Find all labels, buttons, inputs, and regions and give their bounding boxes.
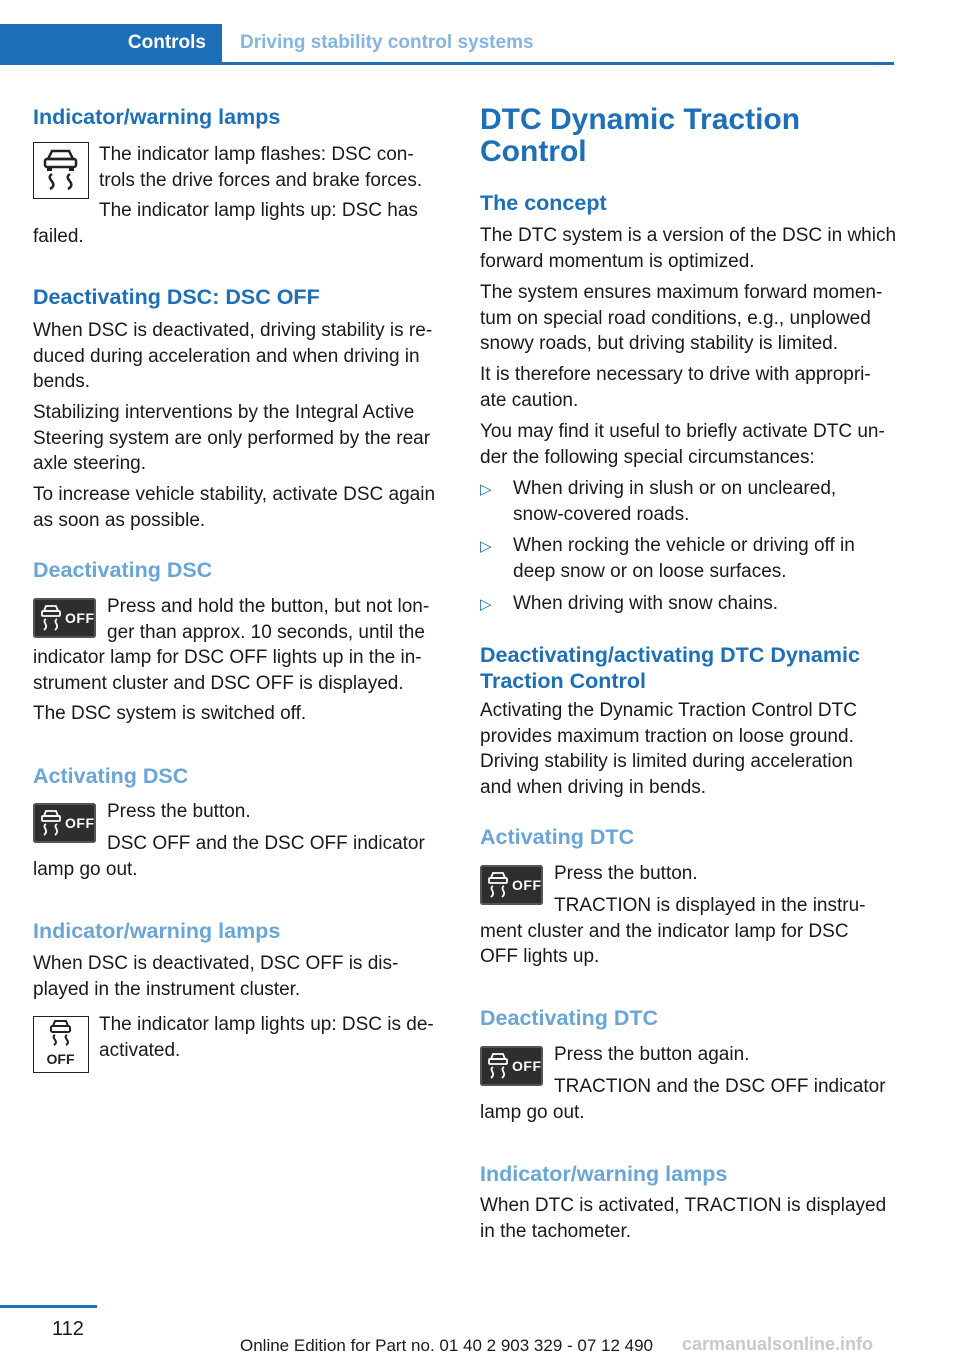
page-header bbox=[0, 24, 894, 65]
list-item bbox=[480, 591, 900, 617]
off-label: OFF bbox=[65, 815, 95, 831]
indicator-flash-text bbox=[33, 142, 451, 193]
heading-indicator-warning-lamps: Indicator/warning lamps bbox=[33, 105, 281, 129]
text-line: The indicator lamp lights up: DSC has bbox=[99, 200, 418, 221]
text-line: OFF lights up. bbox=[480, 946, 600, 967]
concept-paragraph-3 bbox=[480, 362, 900, 413]
text-line: der the following special circumstances: bbox=[480, 446, 815, 468]
heading-line: Control bbox=[480, 135, 587, 168]
list-item bbox=[480, 533, 900, 585]
off-label: OFF bbox=[65, 610, 95, 626]
chapter-title: Driving stability control systems bbox=[240, 32, 534, 53]
text-line: TRACTION and the DSC OFF indicator bbox=[554, 1076, 886, 1097]
text-line: deep snow or on loose surfaces. bbox=[513, 560, 787, 582]
text-line: failed. bbox=[33, 225, 84, 247]
heading-deactivating-dsc-off: Deactivating DSC: DSC OFF bbox=[33, 285, 320, 309]
heading-line: DTC Dynamic Traction bbox=[480, 103, 801, 136]
heading-activating-dsc: Activating DSC bbox=[33, 764, 189, 788]
text-line: provides maximum traction on loose ground. bbox=[480, 725, 854, 747]
text-line: When rocking the vehicle or driving off in bbox=[513, 535, 855, 556]
text-line: lamp go out. bbox=[33, 858, 138, 880]
text-line: The indicator lamp lights up: DSC is de- bbox=[99, 1014, 434, 1035]
activating-dtc-result-text bbox=[480, 893, 900, 970]
text-line: and when driving in bends. bbox=[480, 776, 707, 798]
list-item bbox=[480, 476, 900, 528]
deactivating-activating-dtc-paragraph bbox=[480, 698, 900, 800]
text-line: strument cluster and DSC OFF is displayed. bbox=[33, 672, 404, 694]
heading-the-concept: The concept bbox=[480, 191, 607, 215]
text-line: indicator lamp for DSC OFF lights up in the in- bbox=[33, 647, 422, 668]
heading-line: Traction Control bbox=[480, 669, 647, 693]
heading-indicator-warning-lamps-2: Indicator/warning lamps bbox=[33, 919, 281, 943]
edition-note: Online Edition for Part no. 01 40 2 903 329 - 07 12 490 bbox=[240, 1336, 654, 1355]
heading-line: Deactivating/activating DTC Dynamic bbox=[480, 643, 860, 667]
deactivating-dsc-off-paragraph-2 bbox=[33, 400, 451, 477]
indicator-lights-text bbox=[33, 198, 451, 249]
text-line: played in the instrument cluster. bbox=[33, 978, 301, 1000]
heading-deactivating-activating-dtc bbox=[480, 642, 900, 694]
text-line: trols the drive forces and brake forces. bbox=[99, 169, 423, 191]
section-tab: Controls bbox=[0, 24, 222, 62]
indicator-traction-text bbox=[480, 1193, 900, 1244]
text-line: snow-covered roads. bbox=[513, 503, 690, 525]
text-line: When driving with snow chains. bbox=[513, 593, 779, 614]
heading-deactivating-dtc: Deactivating DTC bbox=[480, 1006, 659, 1030]
text-line: When driving in slush or on uncleared, bbox=[513, 478, 837, 499]
text-line: lamp go out. bbox=[480, 1101, 585, 1123]
off-label: OFF bbox=[46, 1051, 75, 1067]
heading-indicator-warning-lamps-3: Indicator/warning lamps bbox=[480, 1162, 728, 1186]
deactivating-dtc-press-text: Press the button again. bbox=[554, 1044, 750, 1065]
text-line: in the tachometer. bbox=[480, 1220, 632, 1242]
text-line: tum on special road conditions, e.g., unplowed bbox=[480, 307, 871, 329]
text-line: TRACTION is displayed in the instru- bbox=[554, 895, 866, 916]
indicator-dsc-deactivated-text bbox=[33, 1012, 451, 1063]
page-number: 112 bbox=[52, 1318, 84, 1340]
footer-rule bbox=[0, 1305, 97, 1308]
text-line: The indicator lamp flashes: DSC con- bbox=[99, 144, 414, 165]
text-line: axle steering. bbox=[33, 453, 147, 474]
concept-paragraph-4 bbox=[480, 419, 900, 470]
dsc-switched-off-text: The DSC system is switched off. bbox=[33, 703, 307, 724]
text-line: as soon as possible. bbox=[33, 509, 206, 531]
text-line: snowy roads, but driving stability is limited. bbox=[480, 333, 838, 354]
deactivating-dtc-result-text bbox=[480, 1074, 900, 1125]
text-line: Activating the Dynamic Traction Control DTC bbox=[480, 700, 857, 721]
bullet-arrow-icon: ▷ bbox=[480, 596, 492, 613]
watermark: carmanualsonline.info bbox=[682, 1334, 874, 1354]
off-label: OFF bbox=[512, 1058, 542, 1074]
text-line: ate caution. bbox=[480, 389, 579, 411]
text-line: To increase vehicle stability, activate DSC again bbox=[33, 484, 436, 505]
text-line: DSC OFF and the DSC OFF indicator bbox=[107, 833, 425, 854]
text-line: activated. bbox=[99, 1039, 181, 1061]
text-line: You may find it useful to briefly activate DTC un- bbox=[480, 421, 885, 442]
text-line: duced during acceleration and when driving in bbox=[33, 345, 420, 367]
concept-paragraph-2 bbox=[480, 280, 900, 357]
deactivating-dsc-off-paragraph-1 bbox=[33, 318, 451, 395]
heading-deactivating-dsc: Deactivating DSC bbox=[33, 558, 213, 582]
bullet-arrow-icon: ▷ bbox=[480, 538, 492, 555]
indicator-dsc-off-text bbox=[33, 951, 451, 1002]
heading-activating-dtc: Activating DTC bbox=[480, 825, 635, 849]
text-line: ment cluster and the indicator lamp for DSC bbox=[480, 920, 849, 942]
text-line: bends. bbox=[33, 371, 91, 392]
text-line: forward momentum is optimized. bbox=[480, 250, 755, 272]
heading-dtc-dynamic-traction-control bbox=[480, 104, 900, 168]
text-line: Press and hold the button, but not lon- bbox=[107, 596, 430, 617]
text-line: When DSC is deactivated, DSC OFF is dis- bbox=[33, 953, 399, 974]
activating-dtc-press-text: Press the button. bbox=[554, 863, 698, 884]
text-line: Stabilizing interventions by the Integral Active bbox=[33, 402, 415, 423]
activating-dsc-press-text: Press the button. bbox=[107, 801, 251, 822]
text-line: ger than approx. 10 seconds, until the bbox=[107, 621, 425, 643]
activating-dsc-result-text bbox=[33, 831, 451, 882]
deactivating-dsc-paragraph bbox=[33, 594, 451, 696]
text-line: The system ensures maximum forward momen- bbox=[480, 282, 883, 303]
concept-paragraph-1 bbox=[480, 223, 900, 274]
text-line: Driving stability is limited during acceleration bbox=[480, 751, 853, 772]
bullet-arrow-icon: ▷ bbox=[480, 481, 492, 498]
text-line: The DTC system is a version of the DSC in which bbox=[480, 225, 897, 246]
text-line: It is therefore necessary to drive with appropri- bbox=[480, 364, 871, 385]
off-label: OFF bbox=[512, 877, 542, 893]
deactivating-dsc-off-paragraph-3 bbox=[33, 482, 451, 533]
text-line: Steering system are only performed by the rear bbox=[33, 427, 431, 449]
text-line: When DTC is activated, TRACTION is displayed bbox=[480, 1195, 887, 1216]
text-line: When DSC is deactivated, driving stability is re- bbox=[33, 320, 433, 341]
